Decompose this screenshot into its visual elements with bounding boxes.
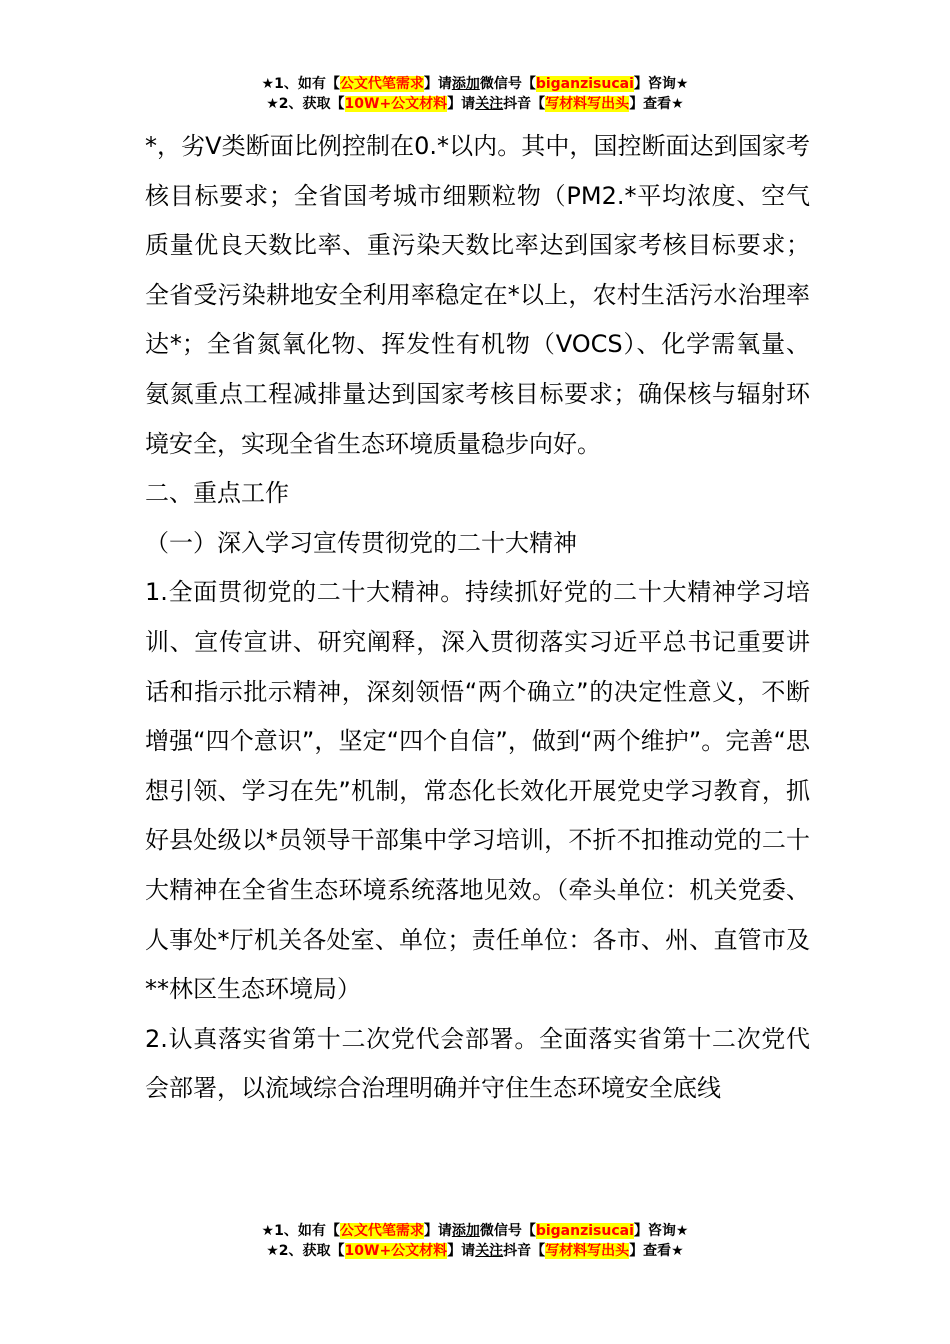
banner-highlight: biganzisucai [535,76,634,92]
banner-text: 微信号【 [479,1223,536,1239]
header-banner [0,74,950,114]
banner-line-1 [0,1221,950,1241]
banner-underlined: 添加 [451,76,480,92]
banner-text: ★2、获取【 [266,1243,345,1259]
banner-text: ★1、如有【 [261,1223,340,1239]
banner-text: 】咨询★ [633,1223,689,1239]
banner-line-2 [0,1241,950,1261]
banner-text: ★2、获取【 [266,96,345,112]
banner-highlight: 10W+公文材料 [344,1243,448,1259]
banner-highlight: biganzisucai [535,1223,634,1239]
banner-underlined: 关注 [475,96,504,112]
document-body [145,122,810,1114]
banner-highlight: 10W+公文材料 [344,96,448,112]
banner-line-2 [0,94,950,114]
banner-text: 抖音【 [503,1243,546,1259]
banner-text: 】咨询★ [633,76,689,92]
paragraph-item-1: 1.全面贯彻党的二十大精神。持续抓好党的二十大精神学习培训、宣传宣讲、研究阐释，深入贯彻落实习近平总书记重要讲话和指示批示精神，深刻领悟“两个确立”的决定性意义，不断增强“四个意识”，坚定“四个自信”，做到“两个维护”。完善“思想引领、学习在先”机制，常态化长效化开展党史学习教育，抓好县处级以*员领导干部集中学习培训，不折不扣推动党的二十大精神在全省生态环境系统落地见效。（牵头单位：机关党委、人事处*厅机关各处室、单位；责任单位：各市、州、直管市及**林区生态环境局） [145,578,810,1004]
section-heading: 二、重点工作 [145,479,289,508]
banner-highlight: 公文代笔需求 [339,76,424,92]
banner-text: ★1、如有【 [261,76,340,92]
banner-line-1 [0,74,950,94]
banner-text: 】请 [447,96,476,112]
banner-text: 】请 [423,1223,452,1239]
banner-highlight: 写材料写出头 [545,1243,630,1259]
paragraph-targets: *，劣Ⅴ类断面比例控制在0.*以内。其中，国控断面达到国家考核目标要求；全省国考城市细颗粒物（PM2.*平均浓度、空气质量优良天数比率、重污染天数比率达到国家考核目标要求；全省受污染耕地安全利用率稳定在*以上，农村生活污水治理率达*；全省氮氧化物、挥发性有机物（VOCS）、化学需氧量、氨氮重点工程减排量达到国家考核目标要求；确保核与辐射环境安全，实现全省生态环境质量稳步向好。 [145,132,810,458]
banner-text: 】请 [447,1243,476,1259]
banner-text: 】请 [423,76,452,92]
banner-underlined: 添加 [451,1223,480,1239]
banner-text: 微信号【 [479,76,536,92]
subsection-heading: （一）深入学习宣传贯彻党的二十大精神 [145,528,577,557]
banner-text: 】查看★ [629,96,684,112]
paragraph-item-2: 2.认真落实省第十二次党代会部署。全面落实省第十二次党代会部署，以流域综合治理明确并守住生态环境安全底线 [145,1024,810,1103]
banner-text: 】查看★ [629,1243,684,1259]
banner-highlight: 公文代笔需求 [339,1223,424,1239]
banner-highlight: 写材料写出头 [545,96,630,112]
banner-text: 抖音【 [503,96,546,112]
banner-underlined: 关注 [475,1243,504,1259]
footer-banner [0,1221,950,1261]
